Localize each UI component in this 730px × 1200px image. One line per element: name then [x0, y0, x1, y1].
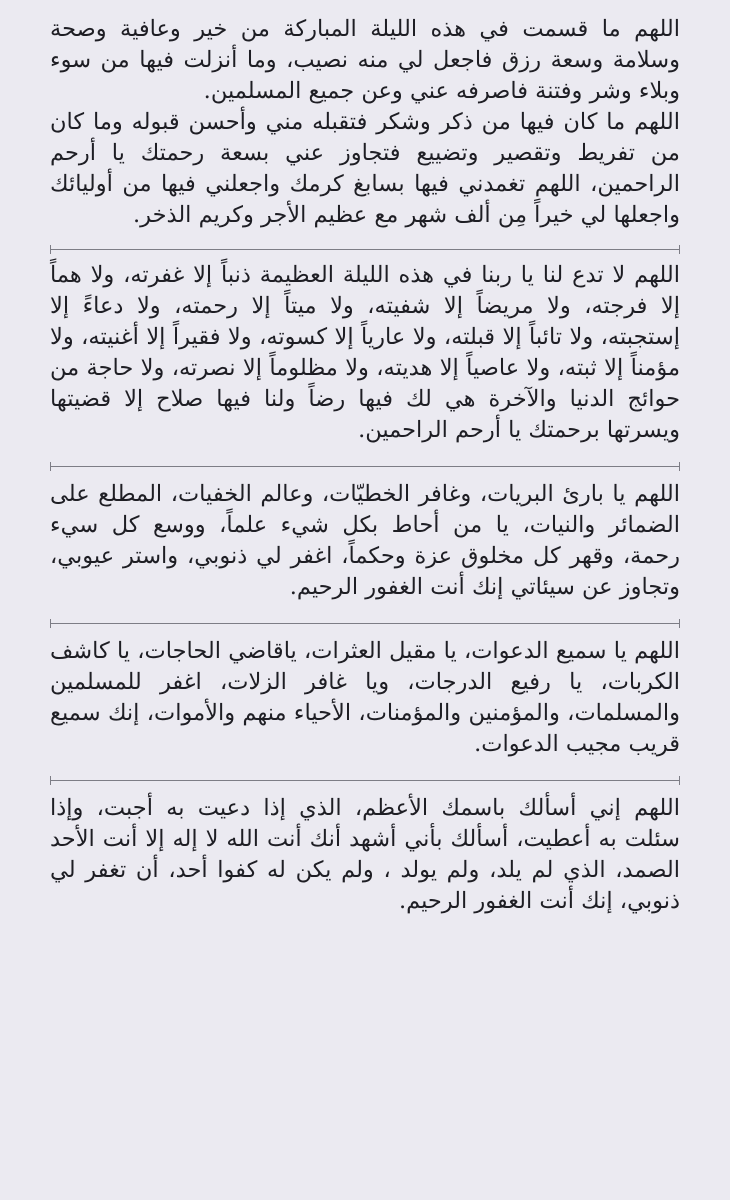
- dua-1-paragraph-2: اللهم ما كان فيها من ذكر وشكر فتقبله مني وأحسن قبوله وما كان من تفريط وتقصير وتضييع فتجاوز عني بسعة رحمتك يا أرحم الراحمين، اللهم تغمدني فيها بسابغ كرمك واجعلني فيها من أوليائك واجعلها لي خيراً مِن ألف شهر مع عظيم الأجر وكريم الذخر.: [50, 109, 680, 228]
- section-divider: [50, 623, 680, 624]
- section-divider: [50, 249, 680, 250]
- dua-block-5: [50, 781, 680, 917]
- section-divider: [50, 780, 680, 781]
- dua-block-2: [50, 250, 680, 446]
- section-divider: [50, 466, 680, 467]
- dua-block-3: [50, 467, 680, 603]
- dua-block-4: [50, 624, 680, 760]
- dua-2-paragraph-1: اللهم لا تدع لنا يا ربنا في هذه الليلة العظيمة ذنباً إلا غفرته، ولا هماً إلا فرجته، ولا مريضاً إلا شفيته، ولا ميتاً إلا رحمته، ولا دعاءً إلا إستجبته، ولا تائباً إلا قبلته، ولا عارياً إلا كسوته، ولا فقيراً إلا أغنيته، ولا مؤمناً إلا ثبته، ولا عاصياً إلا هديته، ولا مظلوماً إلا نصرته، ولا حاجة من حوائج الدنيا والآخرة هي لك فيها رضاً ولنا فيها صلاح إلا قضيتها ويسرتها برحمتك يا أرحم الراحمين.: [50, 262, 680, 443]
- dua-1-paragraph-1: اللهم ما قسمت في هذه الليلة المباركة من خير وعافية وصحة وسلامة وسعة رزق فاجعل لي منه نصيب، وما أنزلت فيها من سوء وبلاء وشر وفتنة فاصرفه عني وعن جميع المسلمين.: [50, 16, 680, 104]
- dua-4-paragraph-1: اللهم يا سميع الدعوات، يا مقيل العثرات، ياقاضي الحاجات، يا كاشف الكربات، يا رفيع الدرجات، ويا غافر الزلات، اغفر للمسلمين والمسلمات، والمؤمنين والمؤمنات، الأحياء منهم والأموات، إنك سميع قريب مجيب الدعوات.: [50, 638, 680, 757]
- dua-5-paragraph-1: اللهم إني أسألك باسمك الأعظم، الذي إذا دعيت به أجبت، وإذا سئلت به أعطيت، أسألك بأني أشهد أنك أنت الله لا إله إلا أنت الأحد الصمد، الذي لم يلد، ولم يولد ، ولم يكن له كفوا أحد، أن تغفر لي ذنوبي، إنك أنت الغفور الرحيم.: [50, 795, 680, 914]
- dua-3-paragraph-1: اللهم يا بارئ البريات، وغافر الخطيّات، وعالم الخفيات، المطلع على الضمائر والنيات، يا من أحاط بكل شيء علماً، ووسع كل سيء رحمة، وقهر كل مخلوق عزة وحكماً، اغفر لي ذنوبي، واستر عيوبي، وتجاوز عن سيئاتي إنك أنت الغفور الرحيم.: [50, 481, 680, 600]
- dua-block-1: [50, 14, 680, 231]
